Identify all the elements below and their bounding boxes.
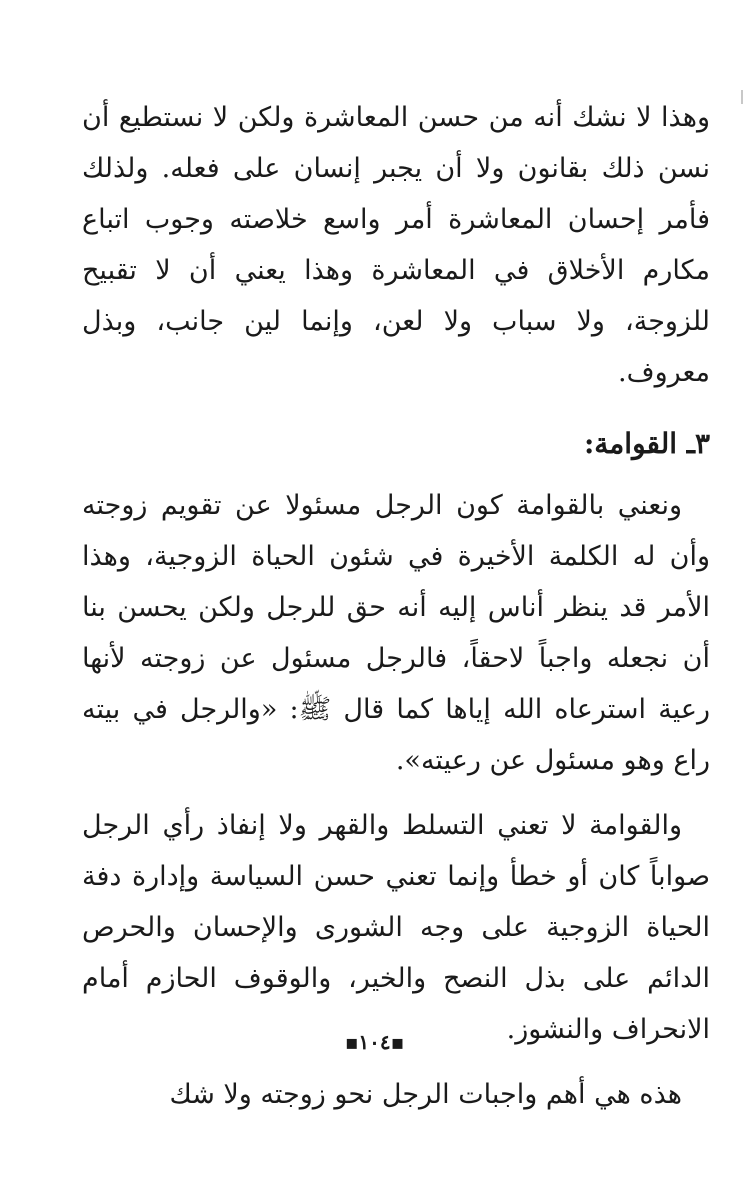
paragraph-duties-summary: هذه هي أهم واجبات الرجل نحو زوجته ولا شك [169,1079,682,1110]
page-number: ▪١٠٤▪ [344,1030,405,1054]
page-body [82,92,710,1120]
paragraph-qiwama-definition: ونعني بالقوامة كون الرجل مسئولا عن تقويم زوجته وأن له الكلمة الأخيرة في شئون الحياة الزوجية، وهذا الأمر قد ينظر أناس إليه أنه حق للرجل ولكن يحسن بنا أن نجعله واجباً لاحقاً، فالرجل مسئول عن زوجته لأنها رعية استرعاه الله إياها كما قال ﷺ: «والرجل في بيته راع وهو مسئول عن رعيته». [82,490,710,776]
scan-artifact [741,90,743,104]
section-heading-qiwama: ٣ـ القوامة: [583,427,710,460]
paragraph-gap [82,786,710,800]
paragraph-gap [82,1055,710,1069]
paragraph-good-companionship: وهذا لا نشك أنه من حسن المعاشرة ولكن لا نستطيع أن نسن ذلك بقانون ولا أن يجبر إنسان على فعله. ولذلك فأمر إحسان المعاشرة أمر واسع خلاصته وجوب اتباع مكارم الأخلاق في المعاشرة وهذا يعني أن لا تقبيح للزوجة، ولا سباب ولا لعن، وإنما لين جانب، وبذل معروف. [82,102,710,388]
paragraph-qiwama-meaning: والقوامة لا تعني التسلط والقهر ولا إنفاذ رأي الرجل صواباً كان أو خطأ وإنما تعني حسن السياسة وإدارة دفة الحياة الزوجية على وجه الشورى والإحسان والحرص الدائم على بذل النصح والخير، والوقوف الحازم أمام الانحراف والنشوز. [82,810,710,1045]
